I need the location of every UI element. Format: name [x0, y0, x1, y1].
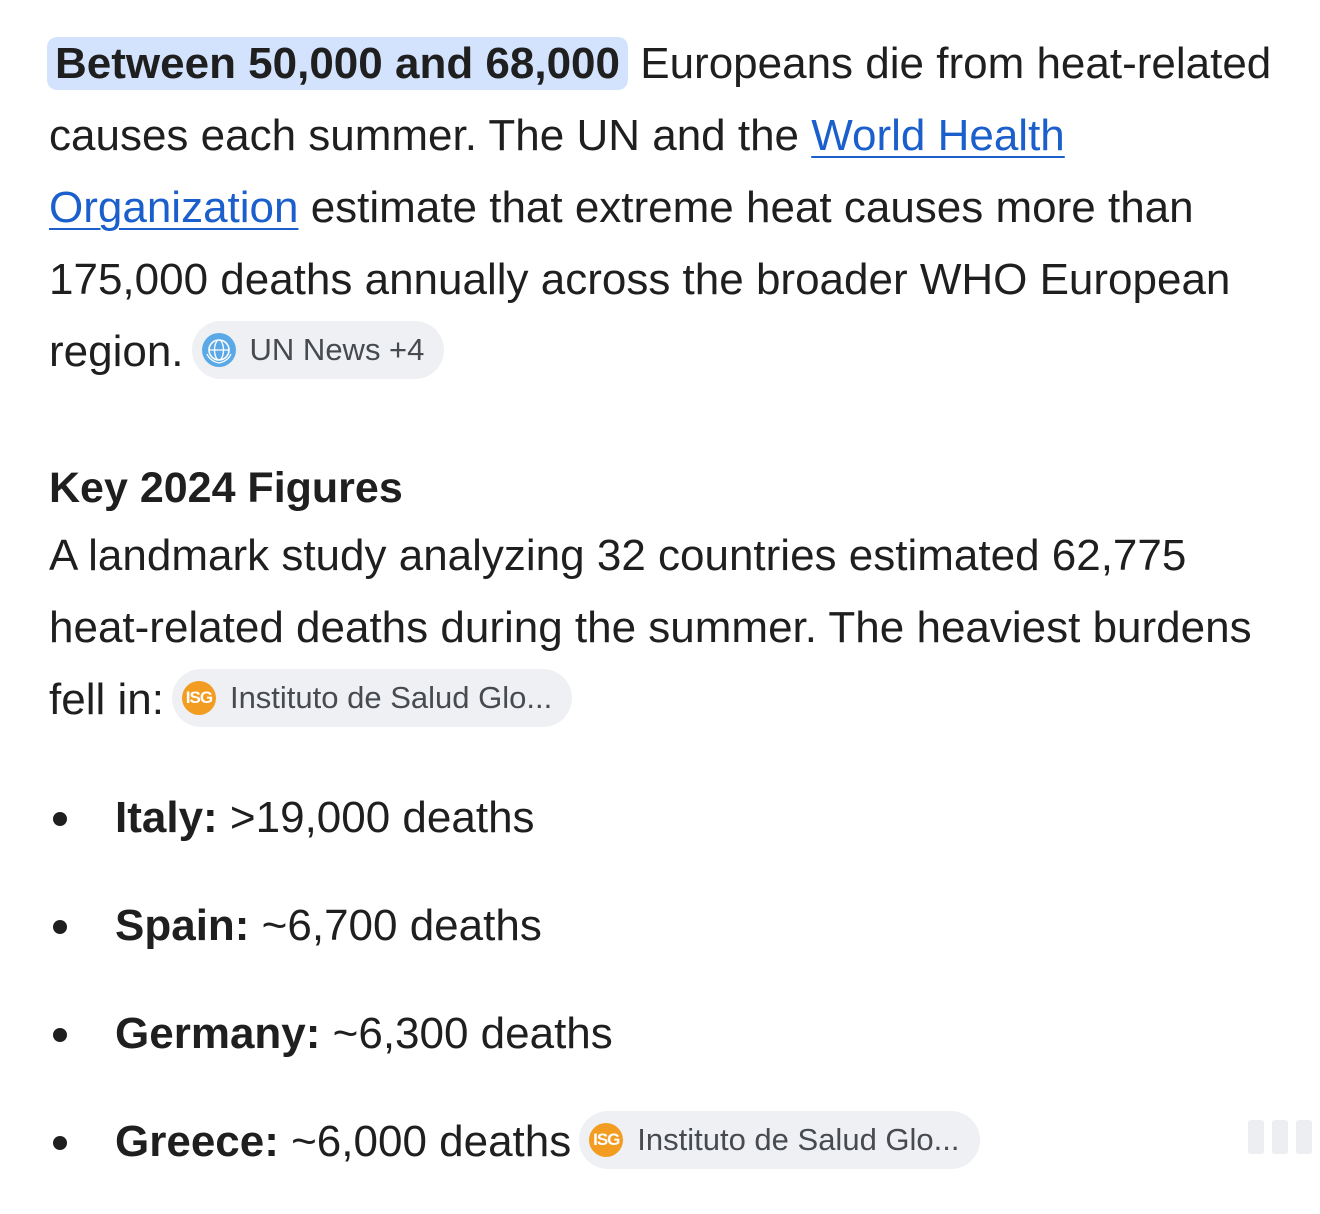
source-chip-isglobal[interactable]	[172, 669, 572, 727]
list-item	[49, 998, 1279, 1070]
bullet-dot	[53, 812, 67, 826]
section-text: A landmark study analyzing 32 countries estimated 62,775 heat-related deaths during the summer. The heaviest burdens fell in:	[49, 531, 1252, 724]
intro-text-2: estimate that extreme heat causes more than 175,000 deaths annually across the broader WHO European region.	[49, 183, 1231, 376]
country-label: Germany:	[115, 1009, 321, 1058]
who-link[interactable]: World Health Organization	[49, 111, 1065, 232]
edge-bar	[1272, 1120, 1288, 1154]
highlighted-figure[interactable]: Between 50,000 and 68,000	[47, 37, 628, 90]
list-item	[49, 782, 1279, 854]
intro-text-1: Europeans die from heat-related causes each summer. The UN and the	[49, 39, 1272, 160]
country-value: ~6,000 deaths	[278, 1117, 572, 1166]
country-label: Italy:	[115, 793, 218, 842]
bullet-dot	[53, 1136, 67, 1150]
edge-decoration	[1248, 1120, 1312, 1154]
country-label: Spain:	[115, 901, 250, 950]
country-value: >19,000 deaths	[217, 793, 535, 842]
country-value: ~6,300 deaths	[320, 1009, 613, 1058]
list-item	[49, 1106, 1279, 1178]
country-list	[49, 782, 1279, 1178]
bullet-dot	[53, 1028, 67, 1042]
country-label: Greece:	[115, 1117, 279, 1166]
un-globe-icon	[202, 333, 236, 367]
isg-logo-icon: ISG	[589, 1123, 623, 1157]
list-item	[49, 890, 1279, 962]
country-value: ~6,700 deaths	[249, 901, 542, 950]
edge-bar	[1248, 1120, 1264, 1154]
section-paragraph	[49, 520, 1279, 736]
bullet-dot	[53, 920, 67, 934]
edge-bar	[1296, 1120, 1312, 1154]
response-content	[49, 28, 1279, 1214]
isg-logo-icon: ISG	[182, 681, 216, 715]
section-heading: Key 2024 Figures	[49, 464, 403, 512]
source-chip-un-news[interactable]	[192, 321, 445, 379]
source-chip-label: UN News +4	[249, 332, 425, 368]
source-chip-label: Instituto de Salud Glo...	[637, 1122, 960, 1158]
source-chip-label: Instituto de Salud Glo...	[229, 680, 553, 716]
source-chip-isglobal[interactable]	[579, 1111, 979, 1169]
intro-paragraph	[49, 28, 1279, 388]
